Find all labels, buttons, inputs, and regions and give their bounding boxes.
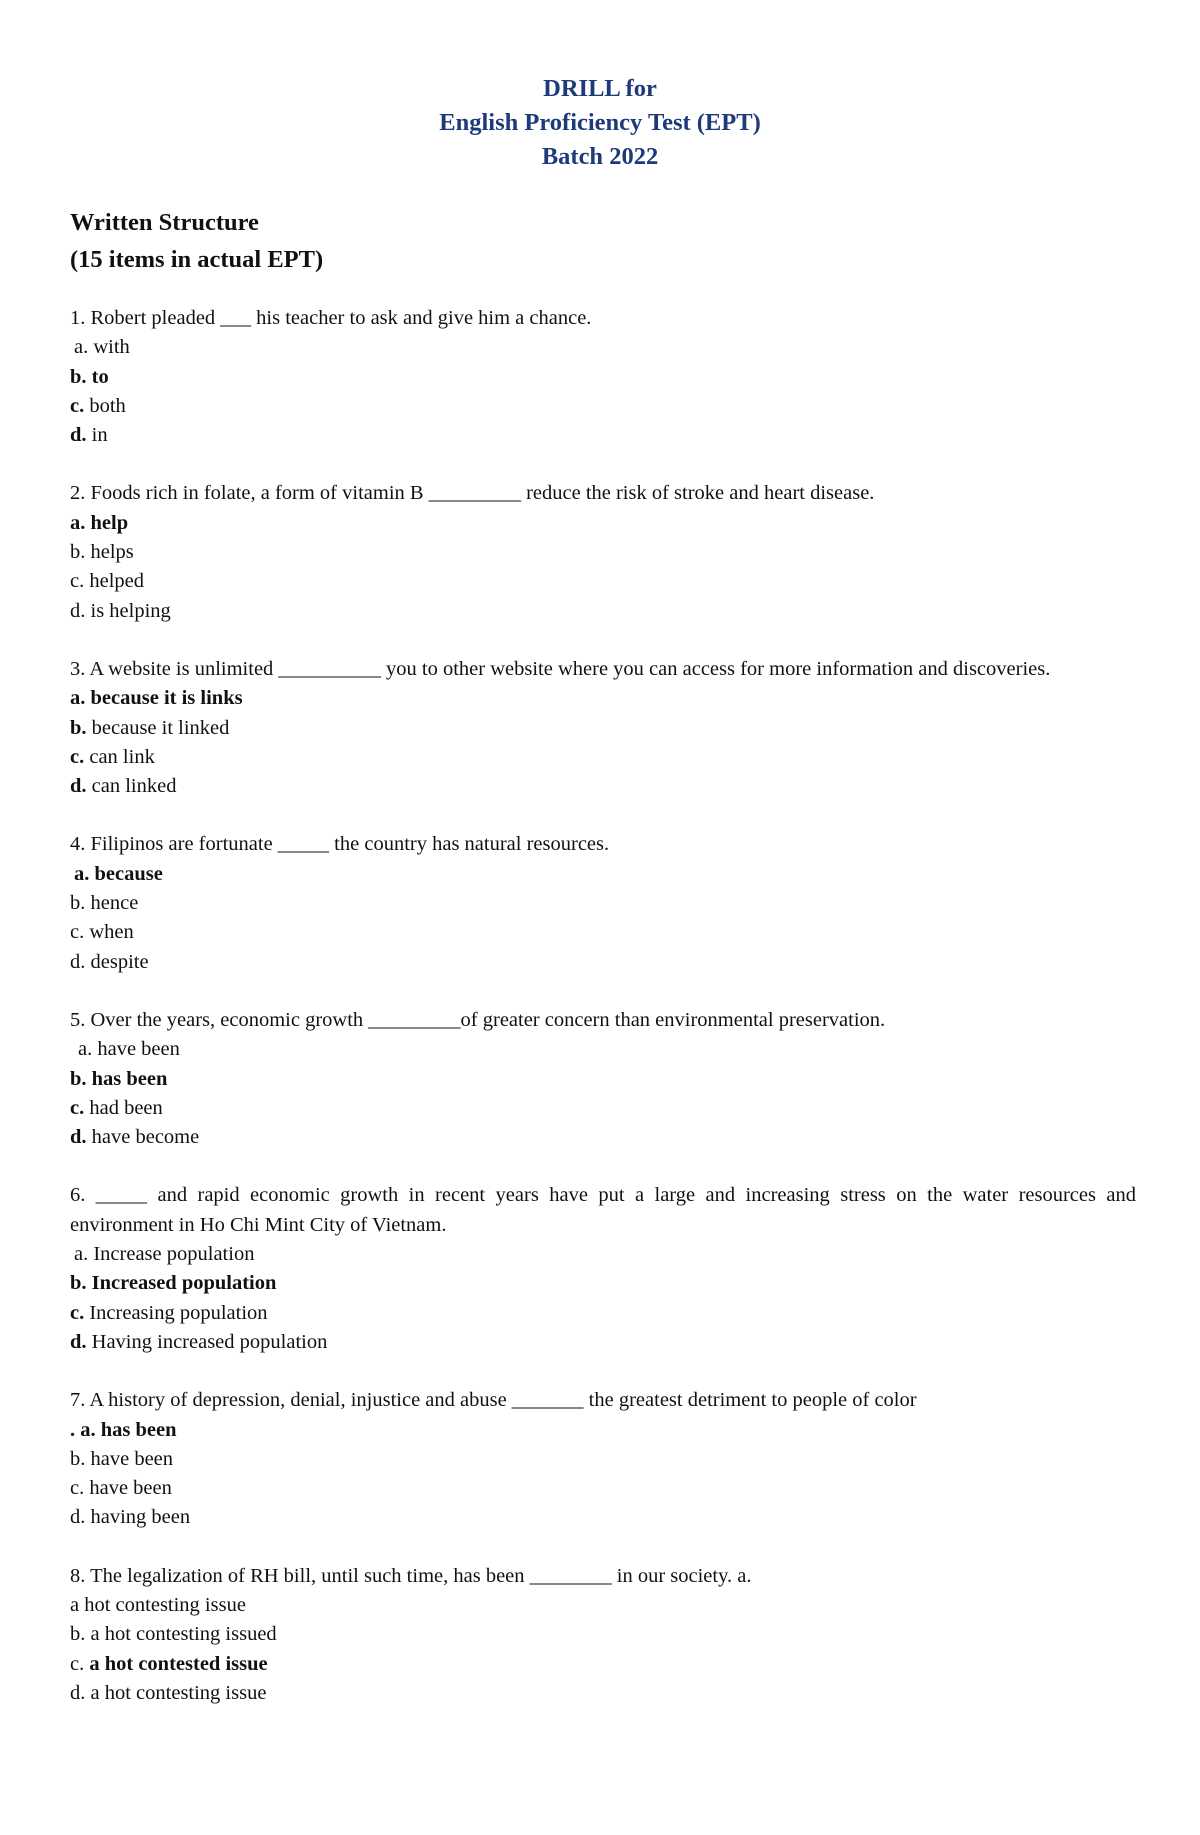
- option-a: [70, 1591, 1136, 1620]
- option-d: [70, 597, 1136, 626]
- option-letter: b.: [70, 1067, 87, 1090]
- option-text: is helping: [85, 599, 171, 622]
- option-a-correct: [70, 1416, 1136, 1445]
- question-6: [70, 1181, 1136, 1357]
- option-a-correct: [70, 860, 1136, 889]
- option-text: a hot contesting issue: [70, 1593, 246, 1616]
- option-c: [70, 1094, 1136, 1123]
- option-b: [70, 1620, 1136, 1649]
- option-letter: b.: [70, 1623, 86, 1646]
- section-title: Written Structure: [70, 209, 259, 236]
- question-1: [70, 304, 1136, 450]
- option-c: [70, 743, 1136, 772]
- question-list: [70, 304, 1136, 1737]
- option-text: a hot contesting issued: [85, 1623, 277, 1646]
- option-a: [70, 1035, 1136, 1064]
- option-text: Increase population: [88, 1243, 255, 1266]
- option-c-correct: [70, 1650, 1136, 1679]
- option-letter: c.: [70, 1096, 85, 1119]
- option-d: [70, 1679, 1136, 1708]
- option-text: when: [84, 921, 134, 944]
- option-c: [70, 1299, 1136, 1328]
- document-header: [0, 72, 1200, 174]
- option-letter: c.: [70, 921, 85, 944]
- option-text: Increasing population: [84, 1301, 268, 1324]
- option-letter: c.: [70, 745, 85, 768]
- option-b: [70, 889, 1136, 918]
- question-text: 8. The legalization of RH bill, until such time, has been ________ in our society. a.: [70, 1564, 752, 1587]
- option-b: [70, 1445, 1136, 1474]
- question-7: [70, 1386, 1136, 1532]
- option-c: [70, 392, 1136, 421]
- option-letter: . a.: [70, 1418, 96, 1441]
- option-text: hence: [85, 892, 139, 915]
- header-line-1: DRILL for: [543, 75, 657, 102]
- option-d: [70, 421, 1136, 450]
- option-letter: b.: [70, 892, 86, 915]
- option-text: despite: [85, 950, 149, 973]
- option-text: to: [86, 365, 109, 388]
- option-a-correct: [70, 684, 1136, 713]
- section-subtitle: (15 items in actual EPT): [70, 246, 324, 273]
- option-text: helped: [84, 570, 145, 593]
- question-3: [70, 655, 1136, 801]
- section-heading: [70, 204, 323, 278]
- question-5: [70, 1006, 1136, 1152]
- option-letter: d.: [70, 1126, 87, 1149]
- option-c: [70, 918, 1136, 947]
- option-text: have been: [84, 1477, 172, 1500]
- option-text: both: [84, 394, 126, 417]
- option-text: with: [88, 336, 130, 359]
- option-letter: b.: [70, 716, 87, 739]
- option-letter: d.: [70, 1330, 87, 1353]
- option-letter: b.: [70, 1272, 87, 1295]
- option-letter: c.: [70, 570, 85, 593]
- option-text: has been: [86, 1067, 168, 1090]
- option-letter: a.: [70, 687, 86, 710]
- question-text: 4. Filipinos are fortunate _____ the country has natural resources.: [70, 833, 610, 856]
- option-letter: a.: [74, 1243, 89, 1266]
- question-text: 3. A website is unlimited __________ you to other website where you can access for more information and discoveries.: [70, 657, 1051, 680]
- option-b: [70, 538, 1136, 567]
- option-text: helps: [85, 541, 134, 564]
- option-letter: c.: [70, 1652, 85, 1675]
- option-d: [70, 1328, 1136, 1357]
- option-letter: b.: [70, 365, 87, 388]
- option-text: had been: [84, 1096, 163, 1119]
- option-text: having been: [85, 1506, 191, 1529]
- option-d: [70, 948, 1136, 977]
- option-a: [70, 333, 1136, 362]
- option-text: in: [86, 424, 108, 447]
- option-text: because it is links: [85, 687, 243, 710]
- option-b-correct: [70, 363, 1136, 392]
- question-4: [70, 830, 1136, 976]
- option-c: [70, 567, 1136, 596]
- option-letter: b.: [70, 541, 86, 564]
- option-text: has been: [95, 1418, 177, 1441]
- option-b-correct: [70, 1269, 1136, 1298]
- question-text: 1. Robert pleaded ___ his teacher to ask and give him a chance.: [70, 307, 592, 329]
- option-letter: d.: [70, 950, 86, 973]
- option-letter: c.: [70, 1477, 85, 1500]
- option-letter: d.: [70, 775, 87, 798]
- option-text: help: [85, 511, 129, 534]
- option-d: [70, 1503, 1136, 1532]
- option-text: a hot contested issue: [84, 1652, 268, 1675]
- option-letter: a.: [74, 336, 89, 359]
- option-d: [70, 772, 1136, 801]
- option-letter: a.: [74, 862, 90, 885]
- question-text: 7. A history of depression, denial, injustice and abuse _______ the greatest detriment to people of color: [70, 1389, 917, 1412]
- question-text: 6. _____ and rapid economic growth in recent years have put a large and increasing stress on the water resources and environment in Ho Chi Mint City of Vietnam.: [70, 1184, 1136, 1236]
- option-b-correct: [70, 1065, 1136, 1094]
- option-a-correct: [70, 509, 1136, 538]
- option-letter: d.: [70, 424, 87, 447]
- option-letter: c.: [70, 394, 85, 417]
- option-letter: d.: [70, 599, 86, 622]
- option-text: because: [89, 862, 163, 885]
- question-8: [70, 1562, 1136, 1708]
- option-a: [70, 1240, 1136, 1269]
- option-letter: b.: [70, 1447, 86, 1470]
- option-b: [70, 714, 1136, 743]
- question-2: [70, 479, 1136, 625]
- option-letter: d.: [70, 1506, 86, 1529]
- question-text: 5. Over the years, economic growth _________of greater concern than environmental preservation.: [70, 1008, 886, 1031]
- header-line-3: Batch 2022: [541, 143, 659, 170]
- option-text: Increased population: [86, 1272, 277, 1295]
- option-letter: a.: [78, 1038, 93, 1061]
- question-text: 2. Foods rich in folate, a form of vitamin B _________ reduce the risk of stroke and heart disease.: [70, 482, 875, 505]
- option-text: have been: [85, 1447, 174, 1470]
- option-text: can linked: [86, 775, 177, 798]
- option-d: [70, 1123, 1136, 1152]
- option-letter: a.: [70, 511, 86, 534]
- option-letter: d.: [70, 1681, 86, 1704]
- header-line-2: English Proficiency Test (EPT): [439, 109, 761, 136]
- option-text: Having increased population: [86, 1330, 328, 1353]
- option-text: because it linked: [86, 716, 230, 739]
- option-text: have become: [86, 1126, 200, 1149]
- option-text: a hot contesting issue: [85, 1681, 267, 1704]
- option-text: have been: [92, 1038, 180, 1061]
- option-letter: c.: [70, 1301, 85, 1324]
- option-c: [70, 1474, 1136, 1503]
- option-text: can link: [84, 745, 155, 768]
